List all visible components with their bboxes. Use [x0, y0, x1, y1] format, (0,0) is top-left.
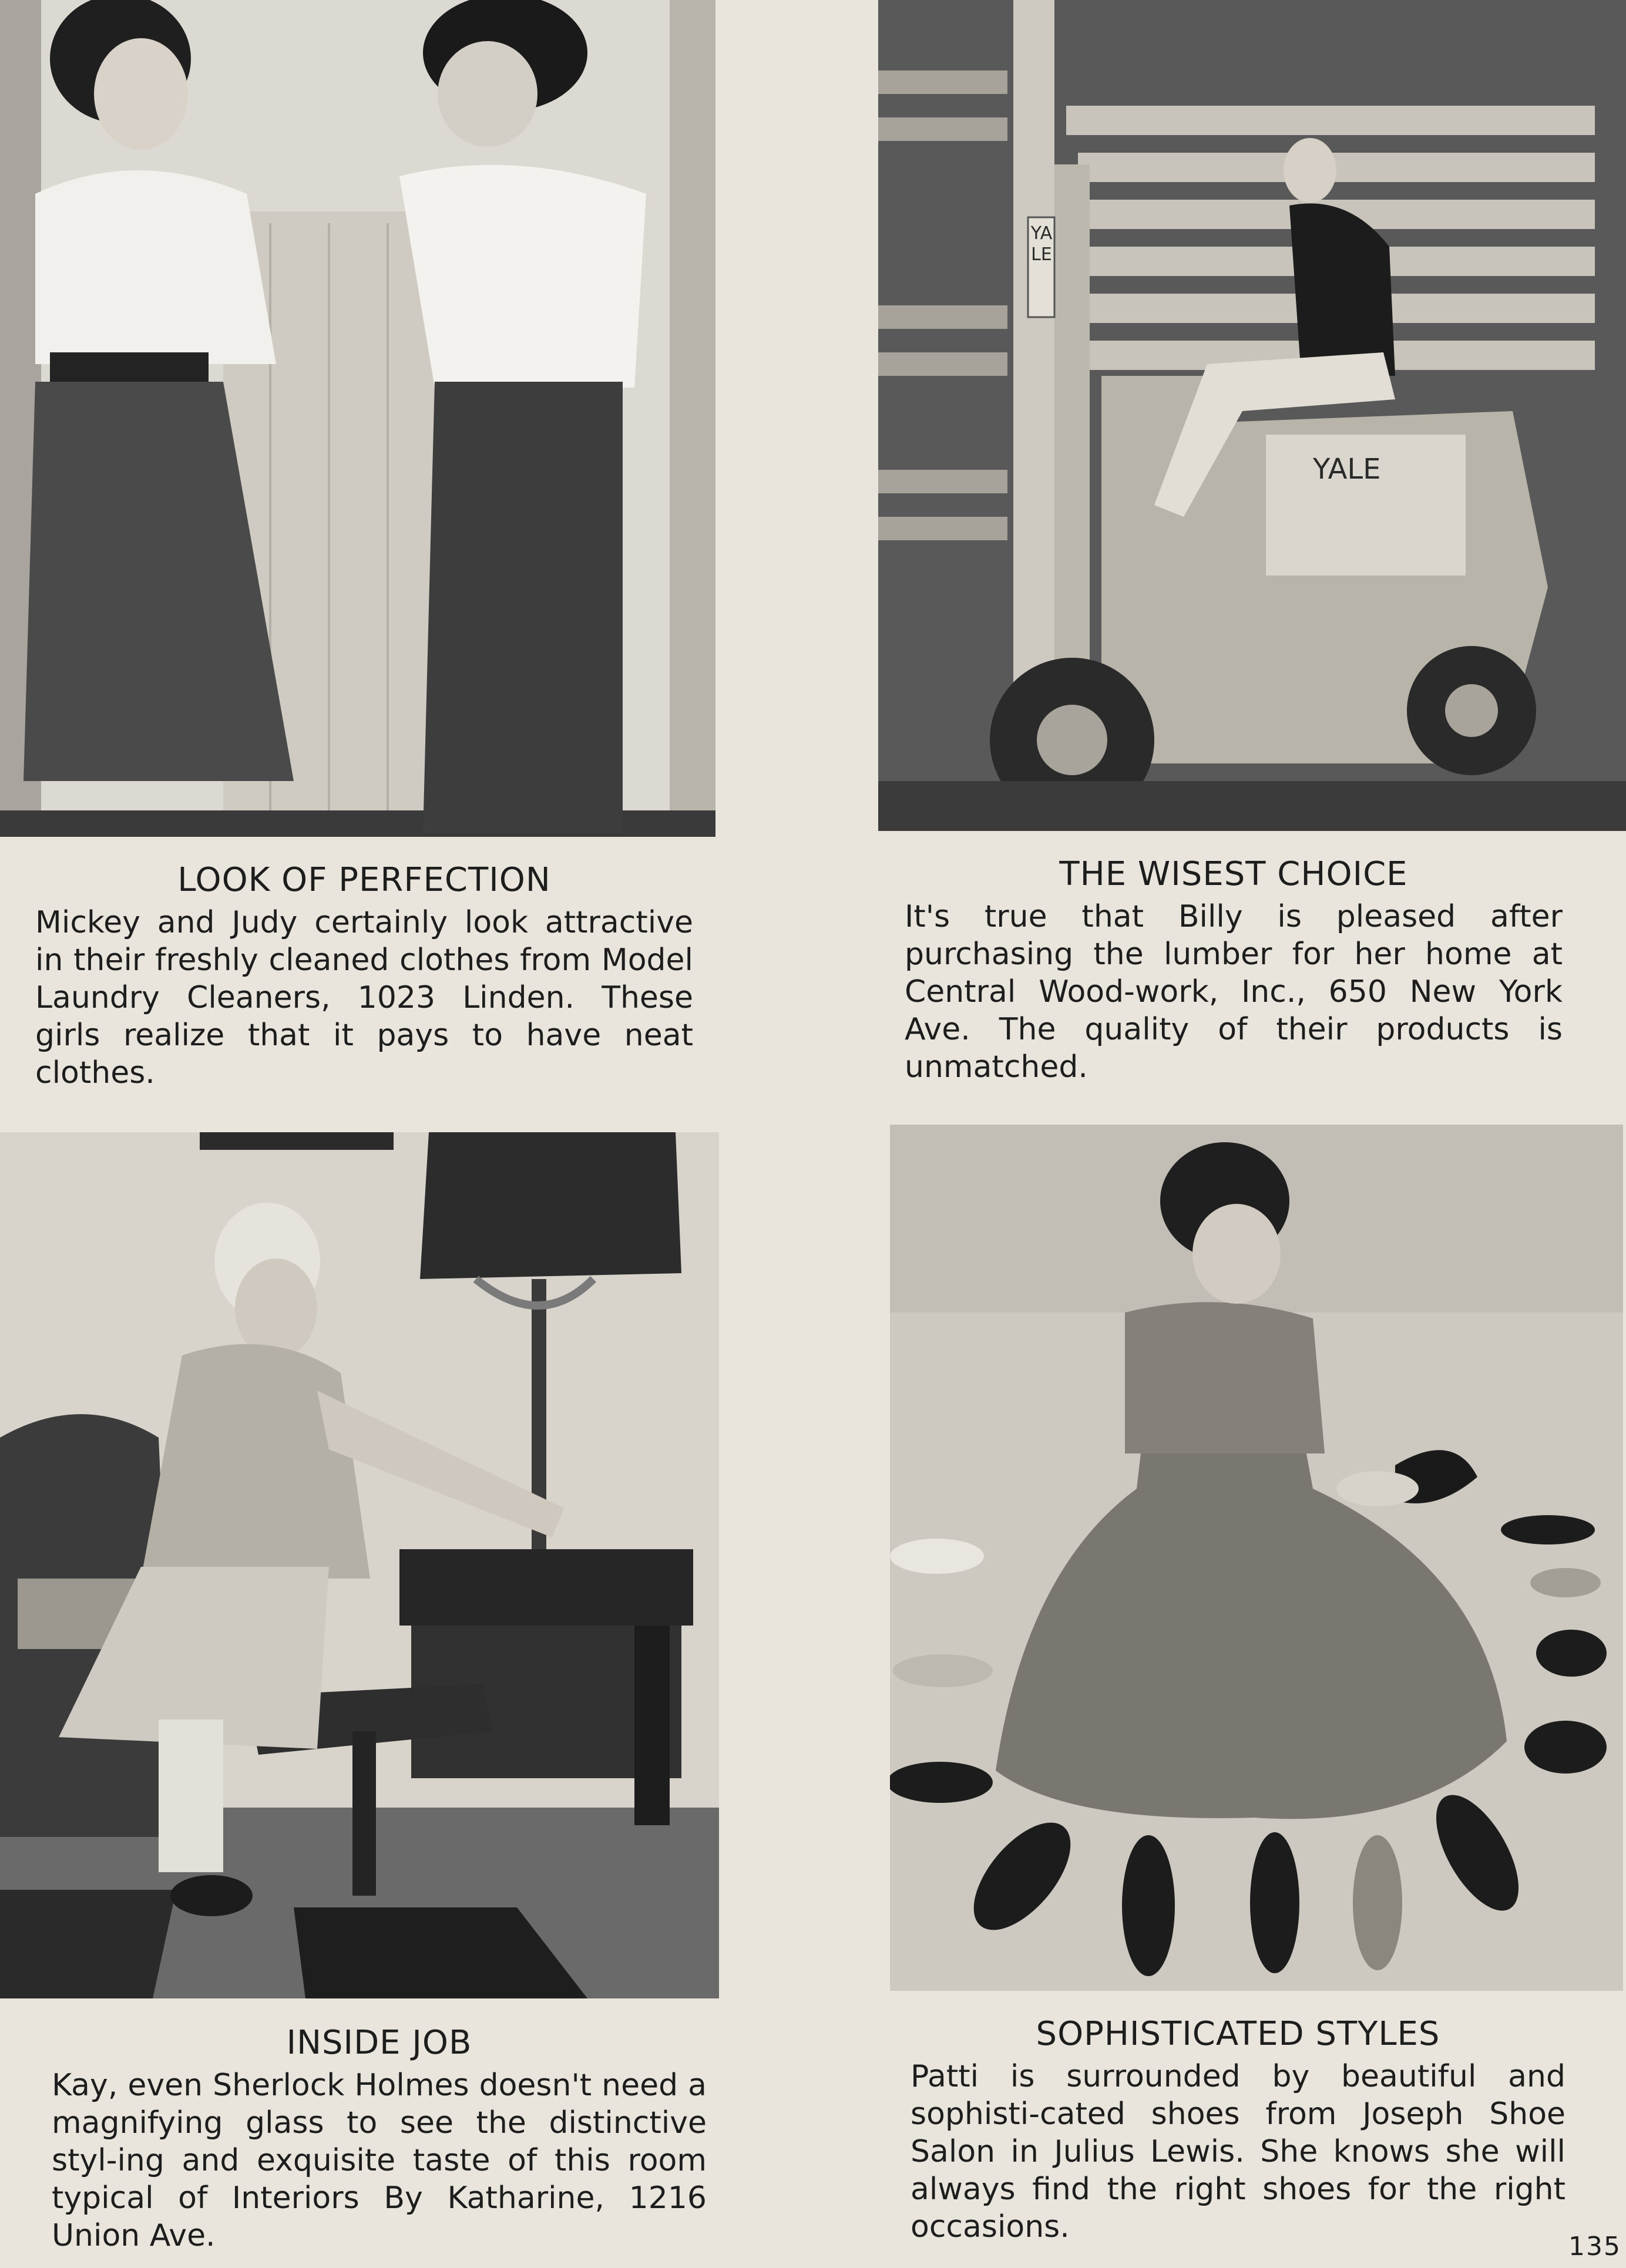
caption-title: SOPHISTICATED STYLES — [1036, 2015, 1440, 2053]
photo-woman-living-room — [0, 1132, 719, 1998]
page-number: 135 — [1568, 2232, 1621, 2262]
caption-look-of-perfection — [35, 860, 693, 1092]
caption-title: THE WISEST CHOICE — [1059, 855, 1408, 893]
caption-title: LOOK OF PERFECTION — [177, 861, 551, 899]
caption-body: Patti is surrounded by beautiful and sophisti-cated shoes from Joseph Shoe Salon in Julius Lewis. She knows she will always find the right shoes for the right occasions. — [911, 2059, 1565, 2245]
caption-body: Kay, even Sherlock Holmes doesn't need a magnifying glass to see the distinctive styl-ing and exquisite taste of this room typical of Interiors By Katharine, 1216 Union Ave. — [52, 2068, 707, 2253]
caption-wisest-choice — [905, 854, 1563, 1086]
photo-woman-with-shoes — [890, 1125, 1623, 1991]
forklift-brand-label: YALE — [1313, 453, 1381, 486]
mast-brand-label: YALE — [1030, 223, 1053, 265]
caption-inside-job — [52, 2023, 707, 2254]
photo-forklift-lumber — [878, 0, 1626, 831]
photo-two-girls-skirts — [0, 0, 715, 837]
caption-title: INSIDE JOB — [286, 2024, 472, 2062]
caption-sophisticated-styles — [911, 2014, 1565, 2246]
caption-body: It's true that Billy is pleased after purchasing the lumber for her home at Central Wood-work, Inc., 650 New York Ave. The quality of their products is unmatched. — [905, 899, 1563, 1085]
caption-body: Mickey and Judy certainly look attractive in their freshly cleaned clothes from Model Laundry Cleaners, 1023 Linden. These girls realize that it pays to have neat clothes. — [35, 905, 693, 1091]
